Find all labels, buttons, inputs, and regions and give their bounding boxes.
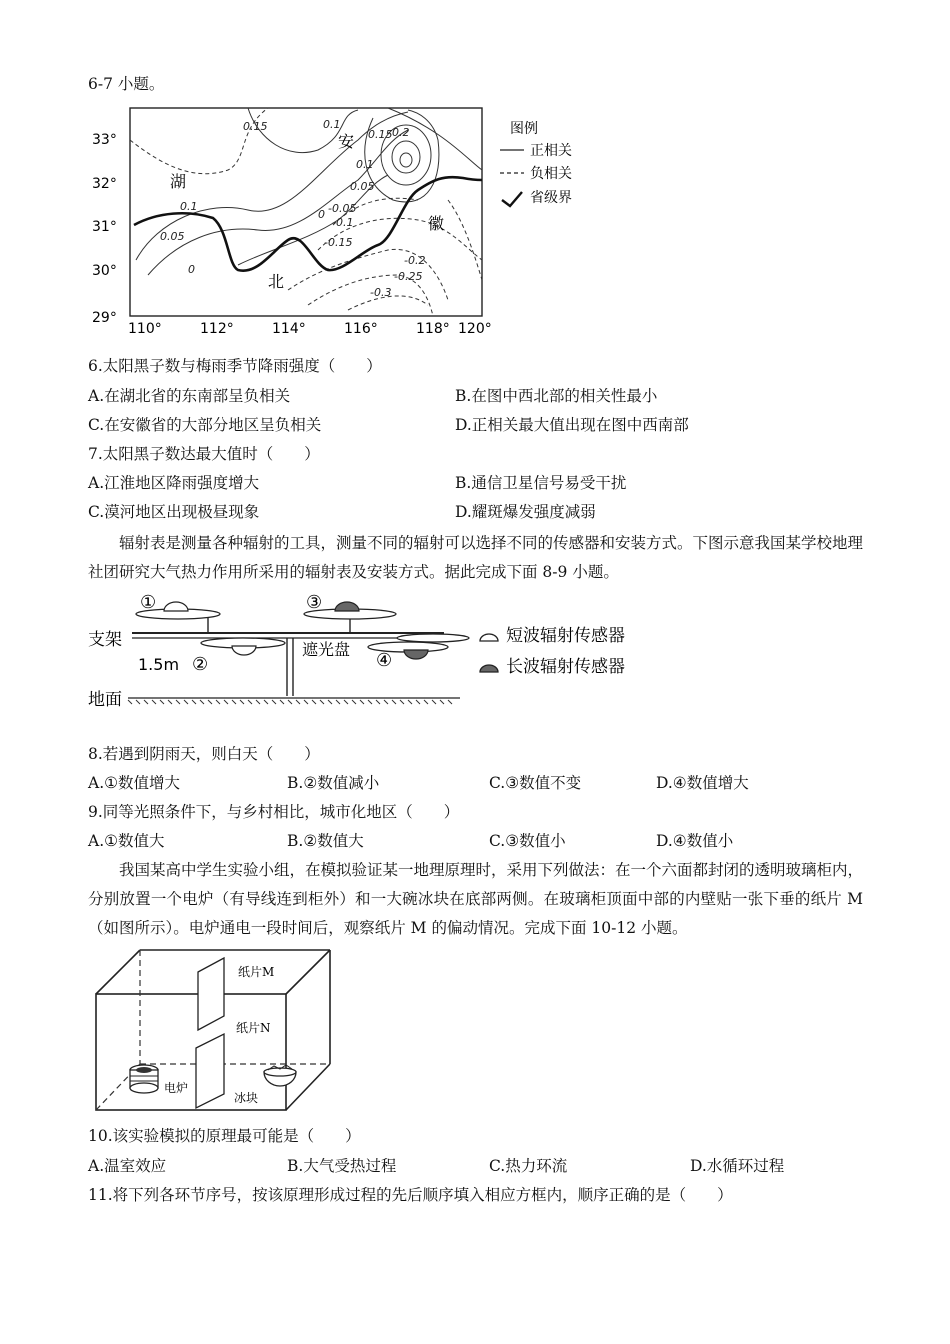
lon-label: 112° (200, 321, 234, 337)
q8-option-d[interactable]: D.④数值增大 (656, 774, 749, 792)
contour-label: -0.05 (328, 202, 357, 215)
legend-long: 长波辐射传感器 (506, 657, 625, 677)
legend-positive: 正相关 (530, 143, 572, 159)
ground-label: 地面 (88, 690, 122, 710)
q6-option-b[interactable]: B.在图中西北部的相关性最小 (455, 387, 658, 405)
paper-n-label: 纸片N (236, 1021, 271, 1035)
q7-option-d[interactable]: D.耀斑爆发强度减弱 (455, 503, 596, 521)
q9-option-a[interactable]: A.①数值大 (88, 832, 165, 850)
stove-label: 电炉 (164, 1081, 189, 1095)
region-label-anhui-1: 安 (338, 132, 355, 151)
q10-option-a[interactable]: A.温室效应 (88, 1157, 167, 1175)
contour-label: 0.15 (243, 120, 268, 133)
lon-label: 116° (344, 321, 378, 337)
q6-option-a[interactable]: A.在湖北省的东南部呈负相关 (88, 387, 291, 405)
marker-2: ② (192, 654, 209, 675)
q9-option-b[interactable]: B.②数值大 (287, 832, 364, 850)
contour-label: 0 (188, 263, 195, 276)
contour-label: -0.3 (370, 286, 392, 299)
contour-label: 0.15 (368, 128, 393, 141)
q9-stem: 9.同等光照条件下，与乡村相比，城市化地区（ ） (88, 803, 460, 821)
contour-label: 0.1 (356, 158, 374, 171)
q10-option-c[interactable]: C.热力环流 (489, 1157, 568, 1175)
q6-option-d[interactable]: D.正相关最大值出现在图中西南部 (455, 416, 689, 434)
q9-option-c[interactable]: C.③数值小 (489, 832, 566, 850)
contour-label: 0.05 (350, 180, 375, 193)
lat-label: 29° (92, 310, 117, 326)
q11-stem: 11.将下列各环节序号，按该原理形成过程的先后顺序填入相应方框内，顺序正确的是（ ） (88, 1186, 733, 1204)
legend-short: 短波辐射传感器 (506, 626, 625, 646)
contour-label: -0.1 (332, 216, 354, 229)
glass-box-figure (88, 946, 348, 1118)
q10-option-d[interactable]: D.水循环过程 (690, 1157, 785, 1175)
q7-stem: 7.太阳黑子数达最大值时（ ） (88, 445, 320, 463)
shade-label: 遮光盘 (302, 640, 351, 659)
passage-10-12: 我国某高中学生实验小组，在模拟验证某一地理原理时，采用下列做法：在一个六面都封闭的透明玻璃柜内，分别放置一个电炉（有导线连到柜外）和一大碗冰块在底部两侧。在玻璃柜顶面中部的内壁贴一张下垂的纸片 M（如图所示）。电炉通电一段时间后，观察纸片 M 的偏动情况。完成下面 10-12 小题。 (88, 861, 864, 937)
paper-m-label: 纸片M (238, 965, 275, 979)
contour-label: -0.15 (324, 236, 353, 249)
contour-label: 0.1 (323, 118, 341, 131)
lat-label: 31° (92, 219, 117, 235)
marker-4: ④ (376, 650, 393, 671)
region-label-anhui-2: 徽 (428, 214, 445, 233)
q7-option-b[interactable]: B.通信卫星信号易受干扰 (455, 474, 627, 492)
q7-option-a[interactable]: A.江淮地区降雨强度增大 (88, 474, 260, 492)
bracket-label: 支架 (88, 630, 122, 650)
legend-title: 图例 (510, 121, 538, 137)
lon-label: 118° (416, 321, 450, 337)
correlation-map (88, 100, 608, 340)
intro-tail: 6-7 小题。 (88, 75, 165, 93)
q8-option-b[interactable]: B.②数值减小 (287, 774, 380, 792)
q7-option-c[interactable]: C.漠河地区出现极昼现象 (88, 503, 260, 521)
region-label-hubei-1: 湖 (170, 172, 187, 191)
q8-option-c[interactable]: C.③数值不变 (489, 774, 582, 792)
passage-8-9: 辐射表是测量各种辐射的工具，测量不同的辐射可以选择不同的传感器和安装方式。下图示意我国某学校地理社团研究大气热力作用所采用的辐射表及安装方式。据此完成下面 8-9 小题。 (88, 534, 864, 581)
q10-option-b[interactable]: B.大气受热过程 (287, 1157, 397, 1175)
radiation-figure (88, 590, 648, 715)
contour-label: 0.2 (392, 126, 410, 139)
lat-label: 30° (92, 263, 117, 279)
lon-label: 110° (128, 321, 162, 337)
height-label: 1.5m (138, 655, 180, 674)
contour-label: 0 (318, 208, 325, 221)
contour-label: 0.05 (160, 230, 185, 243)
legend-negative: 负相关 (530, 166, 572, 182)
lon-label: 120° (458, 321, 492, 337)
legend-boundary: 省级界 (530, 190, 572, 206)
ice-label: 冰块 (234, 1091, 259, 1105)
q9-option-d[interactable]: D.④数值小 (656, 832, 734, 850)
q8-option-a[interactable]: A.①数值增大 (88, 774, 181, 792)
marker-3: ③ (306, 592, 323, 613)
contour-label: -0.25 (394, 270, 423, 283)
contour-label: -0.2 (404, 254, 426, 267)
q10-stem: 10.该实验模拟的原理最可能是（ ） (88, 1127, 361, 1145)
lat-label: 33° (92, 132, 117, 148)
q8-stem: 8.若遇到阴雨天，则白天（ ） (88, 745, 320, 763)
marker-1: ① (140, 592, 157, 613)
contour-label: 0.1 (180, 200, 198, 213)
q6-stem: 6.太阳黑子数与梅雨季节降雨强度（ ） (88, 357, 382, 375)
lon-label: 114° (272, 321, 306, 337)
q6-option-c[interactable]: C.在安徽省的大部分地区呈负相关 (88, 416, 322, 434)
lat-label: 32° (92, 176, 117, 192)
region-label-hubei-2: 北 (268, 272, 285, 291)
